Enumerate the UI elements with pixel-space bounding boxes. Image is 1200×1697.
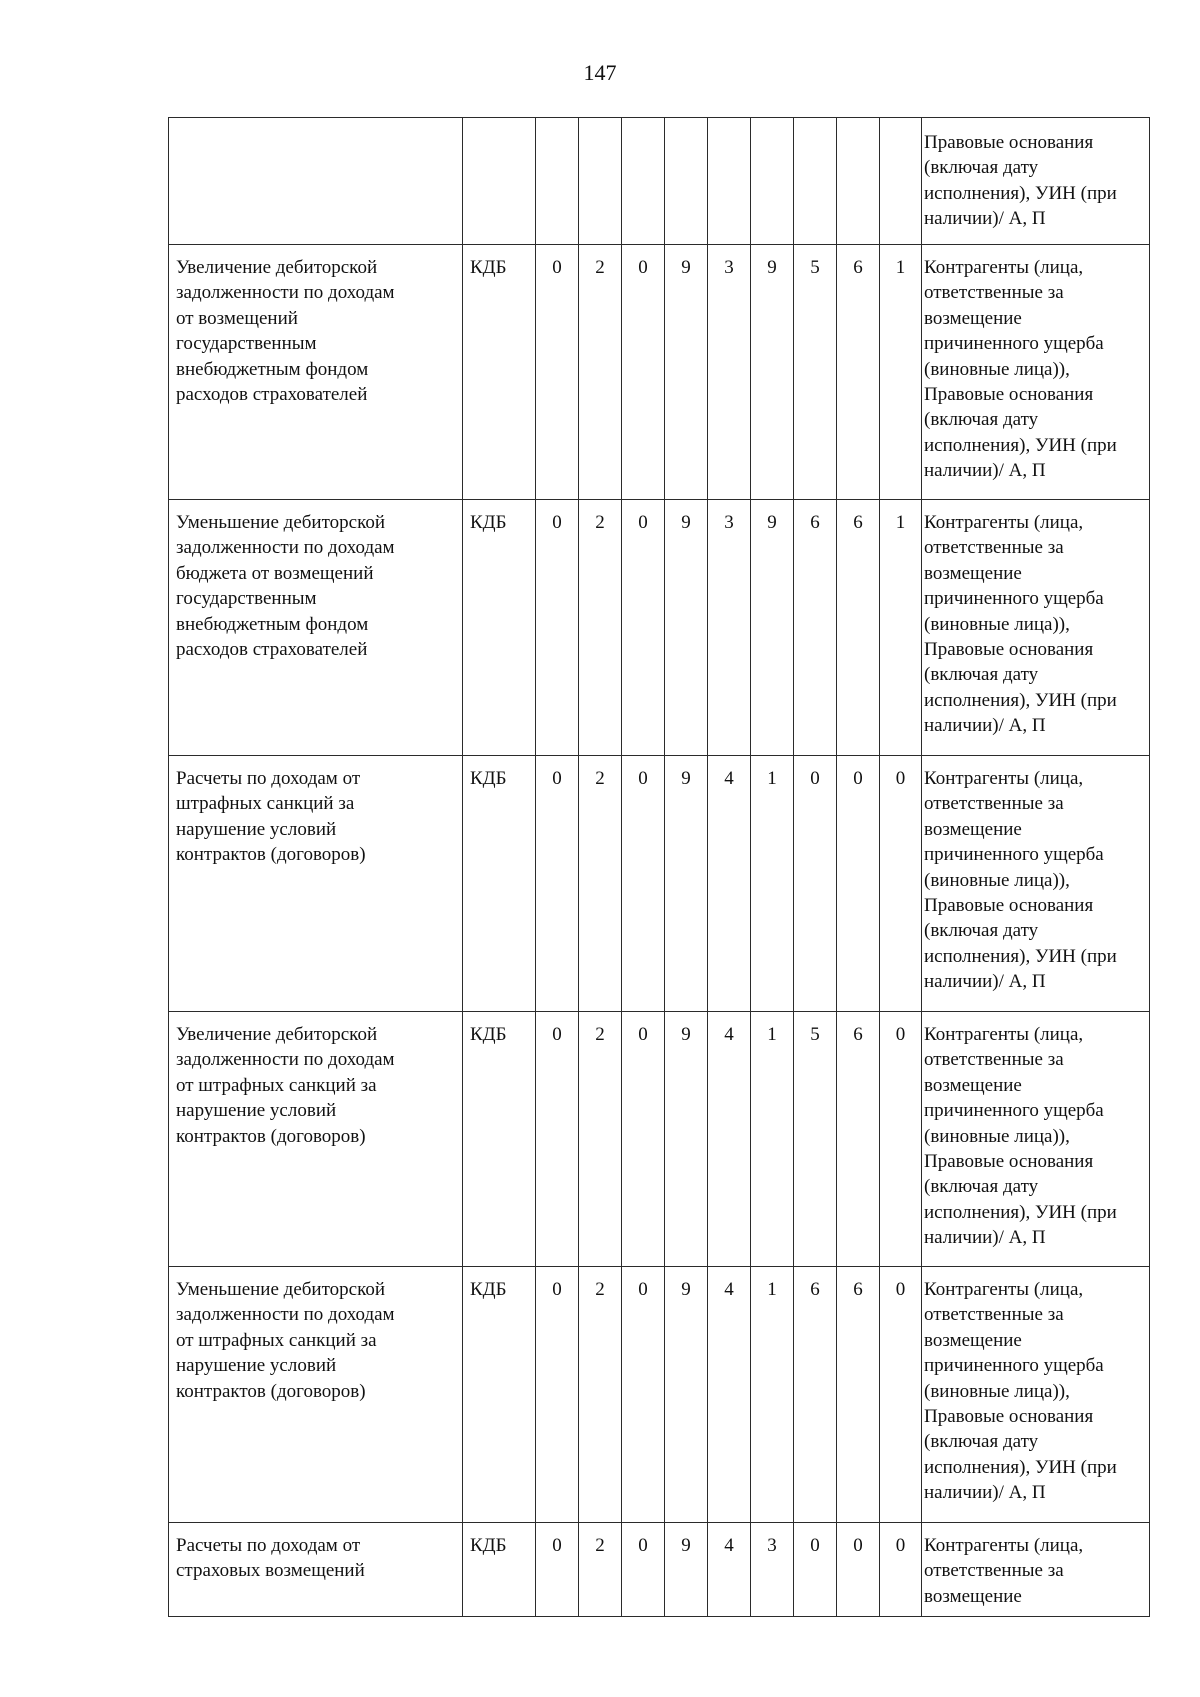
account-code-digit: 6 <box>837 1267 880 1523</box>
analytics-attributes: Контрагенты (лица, ответственные за возмещение причиненного ущерба (виновные лица)), Правовые основания (включая дату исполнения), УИН (при наличии)/ А, П <box>924 512 1117 737</box>
account-code-digit: 0 <box>536 500 579 756</box>
account-code-digit: 2 <box>579 1267 622 1523</box>
table-row <box>169 756 1150 1012</box>
account-code-digit: 9 <box>665 1267 708 1523</box>
account-code-digit: 9 <box>751 245 794 500</box>
analytics-attributes: Контрагенты (лица, ответственные за возмещение причиненного ущерба (виновные лица)), Правовые основания (включая дату исполнения), УИН (при наличии)/ А, П <box>924 768 1117 993</box>
account-name: Уменьшение дебиторской задолженности по доходам бюджета от возмещений государственным внебюджетным фондом расходов страхователей <box>176 512 395 661</box>
account-code-digit: 9 <box>751 500 794 756</box>
account-code-digit: 0 <box>536 756 579 1012</box>
table-row <box>169 1523 1150 1617</box>
account-code-digit: 4 <box>708 756 751 1012</box>
account-code-digit: 0 <box>880 1012 922 1267</box>
account-code-digit: 9 <box>665 1012 708 1267</box>
account-name-cell <box>169 1012 463 1267</box>
account-code-type <box>463 118 536 245</box>
account-code-digit <box>536 118 579 245</box>
account-code-digit <box>751 118 794 245</box>
account-code-digit: 0 <box>880 1523 922 1617</box>
account-name: Увеличение дебиторской задолженности по доходам от возмещений государственным внебюджетным фондом расходов страхователей <box>176 257 395 406</box>
account-name-cell <box>169 1267 463 1523</box>
analytics-attributes-cell <box>922 1523 1150 1617</box>
account-code-digit: 2 <box>579 245 622 500</box>
account-code-digit <box>794 118 837 245</box>
table-row <box>169 245 1150 500</box>
account-name-cell <box>169 245 463 500</box>
account-code-digit: 0 <box>536 1012 579 1267</box>
account-code-digit: 6 <box>837 1012 880 1267</box>
account-name: Увеличение дебиторской задолженности по доходам от штрафных санкций за нарушение условий контрактов (договоров) <box>176 1024 395 1147</box>
account-code-digit: 4 <box>708 1523 751 1617</box>
account-code-digit: 1 <box>751 756 794 1012</box>
analytics-attributes: Контрагенты (лица, ответственные за возмещение причиненного ущерба (виновные лица)), Правовые основания (включая дату исполнения), УИН (при наличии)/ А, П <box>924 1024 1117 1249</box>
account-table <box>168 117 1150 1617</box>
account-code-digit: 2 <box>579 1523 622 1617</box>
analytics-attributes-cell <box>922 756 1150 1012</box>
analytics-attributes-cell <box>922 500 1150 756</box>
account-code-digit <box>837 118 880 245</box>
account-code-digit: 3 <box>751 1523 794 1617</box>
account-code-digit: 1 <box>751 1012 794 1267</box>
account-code-digit <box>708 118 751 245</box>
account-name: Расчеты по доходам от штрафных санкций за нарушение условий контрактов (договоров) <box>176 768 366 866</box>
account-code-digit: 0 <box>794 756 837 1012</box>
account-code-digit: 0 <box>837 756 880 1012</box>
account-code-digit: 6 <box>837 500 880 756</box>
account-code-digit: 0 <box>622 245 665 500</box>
account-code-digit: 4 <box>708 1267 751 1523</box>
account-code-digit: 0 <box>794 1523 837 1617</box>
account-code-type: КДБ <box>463 1012 536 1267</box>
account-code-digit: 1 <box>880 500 922 756</box>
analytics-attributes-cell <box>922 1267 1150 1523</box>
account-code-digit: 0 <box>622 1267 665 1523</box>
account-code-digit: 0 <box>880 1267 922 1523</box>
account-name: Расчеты по доходам от страховых возмещений <box>176 1535 365 1582</box>
analytics-attributes: Контрагенты (лица, ответственные за возмещение <box>924 1535 1084 1607</box>
account-code-digit: 5 <box>794 245 837 500</box>
account-code-type: КДБ <box>463 500 536 756</box>
account-code-type: КДБ <box>463 1523 536 1617</box>
account-code-digit: 5 <box>794 1012 837 1267</box>
account-name-cell <box>169 1523 463 1617</box>
analytics-attributes-cell <box>922 1012 1150 1267</box>
account-code-digit: 4 <box>708 1012 751 1267</box>
account-code-digit <box>880 118 922 245</box>
account-code-digit: 3 <box>708 245 751 500</box>
account-code-digit: 2 <box>579 500 622 756</box>
table-row <box>169 1012 1150 1267</box>
analytics-attributes-cell <box>922 118 1150 245</box>
account-name-cell <box>169 118 463 245</box>
account-code-type: КДБ <box>463 756 536 1012</box>
account-code-digit: 6 <box>794 1267 837 1523</box>
table-row <box>169 1267 1150 1523</box>
account-code-digit: 0 <box>622 756 665 1012</box>
account-code-digit: 6 <box>837 245 880 500</box>
account-code-digit: 3 <box>708 500 751 756</box>
account-code-digit: 0 <box>536 1523 579 1617</box>
analytics-attributes: Контрагенты (лица, ответственные за возмещение причиненного ущерба (виновные лица)), Правовые основания (включая дату исполнения), УИН (при наличии)/ А, П <box>924 257 1117 482</box>
analytics-attributes: Контрагенты (лица, ответственные за возмещение причиненного ущерба (виновные лица)), Правовые основания (включая дату исполнения), УИН (при наличии)/ А, П <box>924 1279 1117 1504</box>
analytics-attributes: Правовые основания (включая дату исполнения), УИН (при наличии)/ А, П <box>924 132 1117 230</box>
analytics-attributes-cell <box>922 245 1150 500</box>
page-number: 147 <box>583 60 617 85</box>
account-code-type: КДБ <box>463 1267 536 1523</box>
account-code-digit: 9 <box>665 500 708 756</box>
account-code-digit: 0 <box>837 1523 880 1617</box>
account-name-cell <box>169 756 463 1012</box>
account-code-digit: 0 <box>622 1012 665 1267</box>
table-row <box>169 500 1150 756</box>
account-name: Уменьшение дебиторской задолженности по доходам от штрафных санкций за нарушение условий контрактов (договоров) <box>176 1279 395 1402</box>
account-code-digit: 0 <box>622 500 665 756</box>
table-body <box>169 118 1150 1617</box>
account-code-digit: 0 <box>880 756 922 1012</box>
account-code-digit: 2 <box>579 1012 622 1267</box>
account-code-digit: 6 <box>794 500 837 756</box>
account-code-digit: 2 <box>579 756 622 1012</box>
account-code-digit: 9 <box>665 245 708 500</box>
account-code-digit: 0 <box>536 245 579 500</box>
account-code-digit: 0 <box>536 1267 579 1523</box>
account-code-digit <box>579 118 622 245</box>
account-code-digit: 9 <box>665 756 708 1012</box>
account-name-cell <box>169 500 463 756</box>
account-code-digit: 9 <box>665 1523 708 1617</box>
account-code-digit: 1 <box>880 245 922 500</box>
account-code-digit: 0 <box>622 1523 665 1617</box>
account-code-digit: 1 <box>751 1267 794 1523</box>
account-code-digit <box>665 118 708 245</box>
account-code-digit <box>622 118 665 245</box>
account-code-type: КДБ <box>463 245 536 500</box>
table-row <box>169 118 1150 245</box>
